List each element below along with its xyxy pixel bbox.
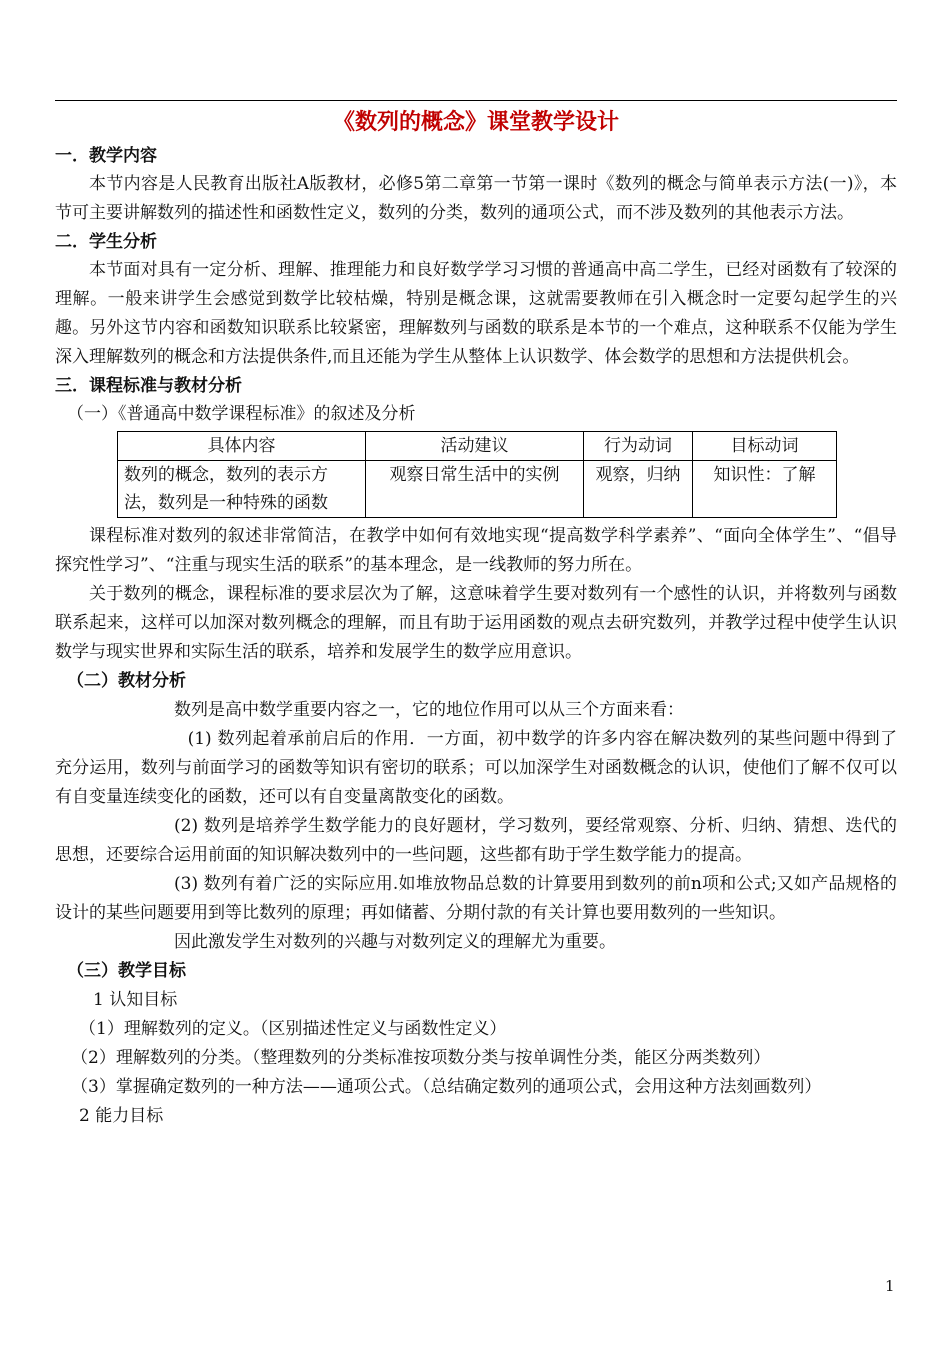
goal-heading: 1 认知目标 — [93, 990, 178, 1010]
standards-table — [117, 431, 837, 518]
header-rule — [55, 100, 897, 101]
table-header-cell: 行为动词 — [584, 432, 693, 461]
table-row — [118, 461, 837, 518]
textbook-item: (3) 数列有着广泛的实际应用.如堆放物品总数的计算要用到数列的前n项和公式;又如产品规格的设计的某些问题要用到等比数列的原理；再如储蓄、分期付款的有关计算也要用数列的一些知识。 — [55, 874, 897, 923]
subsection-heading-standard: （一）《普通高中数学课程标准》的叙述及分析 — [67, 404, 416, 424]
table-cell: 数列的概念，数列的表示方法，数列是一种特殊的函数 — [118, 461, 366, 518]
page-number: 1 — [885, 1277, 895, 1295]
table-cell: 观察日常生活中的实例 — [366, 461, 584, 518]
textbook-intro: 数列是高中数学重要内容之一，它的地位作用可以从三个方面来看： — [174, 700, 684, 720]
table-cell: 观察，归纳 — [584, 461, 693, 518]
table-cell: 知识性：了解 — [693, 461, 837, 518]
textbook-conclusion: 因此激发学生对数列的兴趣与对数列定义的理解尤为重要。 — [174, 932, 616, 952]
section-heading-standards: 三．课程标准与教材分析 — [55, 376, 242, 396]
subsection-heading-textbook: （二）教材分析 — [67, 671, 186, 691]
section-heading-students: 二．学生分析 — [55, 232, 157, 252]
table-header-cell: 具体内容 — [118, 432, 366, 461]
standard-paragraph: 课程标准对数列的叙述非常简洁，在教学中如何有效地实现“提高数学科学素养”、“面向全体学生”、“倡导探究性学习”、“注重与现实生活的联系”的基本理念，是一线教师的努力所在。 — [55, 526, 897, 575]
table-header-row — [118, 432, 837, 461]
section-heading-content: 一．教学内容 — [55, 146, 157, 166]
textbook-item: (2) 数列是培养学生数学能力的良好题材，学习数列，要经常观察、分析、归纳、猜想、迭代的思想，还要综合运用前面的知识解决数列中的一些问题，这些都有助于学生数学能力的提高。 — [55, 816, 897, 865]
subsection-heading-goals: （三）教学目标 — [67, 961, 186, 981]
document-body — [55, 104, 897, 1131]
table-header-cell: 活动建议 — [366, 432, 584, 461]
goal-heading: 2 能力目标 — [79, 1106, 164, 1126]
section-paragraph-content: 本节内容是人民教育出版社A版教材，必修5第二章第一节第一课时《数列的概念与简单表示方法(一)》，本节可主要讲解数列的描述性和函数性定义，数列的分类，数列的通项公式，而不涉及数列的其他表示方法。 — [55, 174, 897, 223]
section-paragraph-students: 本节面对具有一定分析、理解、推理能力和良好数学学习习惯的普通高中高二学生，已经对函数有了较深的理解。一般来讲学生会感觉到数学比较枯燥，特别是概念课，这就需要教师在引入概念时一定要勾起学生的兴趣。另外这节内容和函数知识联系比较紧密，理解数列与函数的联系是本节的一个难点，这种联系不仅能为学生深入理解数列的概念和方法提供条件,而且还能为学生从整体上认识数学、体会数学的思想和方法提供机会。 — [55, 260, 897, 367]
goal-item: （1）理解数列的定义。（区别描述性定义与函数性定义） — [79, 1019, 507, 1039]
document-title: 《数列的概念》课堂教学设计 — [332, 109, 619, 135]
standard-paragraph: 关于数列的概念，课程标准的要求层次为了解，这意味着学生要对数列有一个感性的认识，并将数列与函数联系起来，这样可以加深对数列概念的理解，而且有助于运用函数的观点去研究数列，并教学过程中使学生认识数学与现实世界和实际生活的联系，培养和发展学生的数学应用意识。 — [55, 584, 897, 662]
goal-item: （3）掌握确定数列的一种方法——通项公式。（总结确定数列的通项公式，会用这种方法刻画数列） — [71, 1077, 822, 1097]
goal-item: （2）理解数列的分类。（整理数列的分类标准按项数分类与按单调性分类，能区分两类数列） — [71, 1048, 771, 1068]
textbook-item: (1) 数列起着承前启后的作用．一方面，初中数学的许多内容在解决数列的某些问题中得到了充分运用，数列与前面学习的函数等知识有密切的联系；可以加深学生对函数概念的认识，使他们了解不仅可以有自变量连续变化的函数，还可以有自变量离散变化的函数。 — [55, 729, 897, 807]
table-header-cell: 目标动词 — [693, 432, 837, 461]
